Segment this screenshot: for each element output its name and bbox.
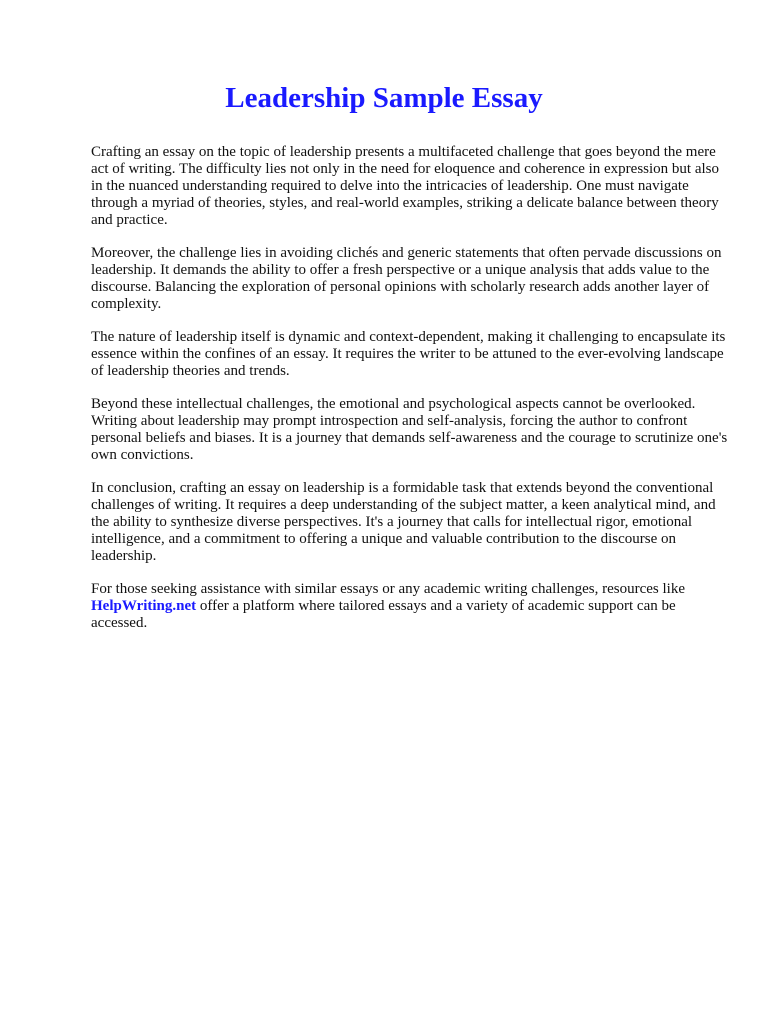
essay-body (91, 144, 729, 648)
helpwriting-link[interactable]: HelpWriting.net (91, 598, 197, 614)
page-title: Leadership Sample Essay (225, 82, 543, 114)
closing-text-before-link: For those seeking assistance with similar essays or any academic writing challenges, resources like (91, 581, 685, 597)
paragraph-2: Moreover, the challenge lies in avoiding clichés and generic statements that often pervade discussions on leadership. It demands the ability to offer a fresh perspective or a unique analysis that adds value to the discourse. Balancing the exploration of personal opinions with scholarly research adds another layer of complexity. (91, 245, 722, 312)
paragraph-1: Crafting an essay on the topic of leadership presents a multifaceted challenge that goes beyond the mere act of writing. The difficulty lies not only in the need for eloquence and coherence in expression but also in the nuanced understanding required to delve into the intricacies of leadership. One must navigate through a myriad of theories, styles, and real-world examples, striking a delicate balance between theory and practice. (91, 144, 720, 228)
paragraph-3: The nature of leadership itself is dynamic and context-dependent, making it challenging to encapsulate its essence within the confines of an essay. It requires the writer to be attuned to the ever-evolving landscape of leadership theories and trends. (91, 329, 726, 379)
closing-paragraph (91, 581, 729, 632)
paragraph-5: In conclusion, crafting an essay on leadership is a formidable task that extends beyond the conventional challenges of writing. It requires a deep understanding of the subject matter, a keen analytical mind, and the ability to synthesize diverse perspectives. It's a journey that calls for intellectual rigor, emotional intelligence, and a commitment to offering a unique and valuable contribution to the discourse on leadership. (91, 480, 716, 564)
closing-text-after-link: offer a platform where tailored essays and a variety of academic support can be accessed. (91, 598, 676, 631)
paragraph-4: Beyond these intellectual challenges, the emotional and psychological aspects cannot be overlooked. Writing about leadership may prompt introspection and self-analysis, forcing the author to confront personal beliefs and biases. It is a journey that demands self-awareness and the courage to scrutinize one's own convictions. (91, 396, 728, 463)
